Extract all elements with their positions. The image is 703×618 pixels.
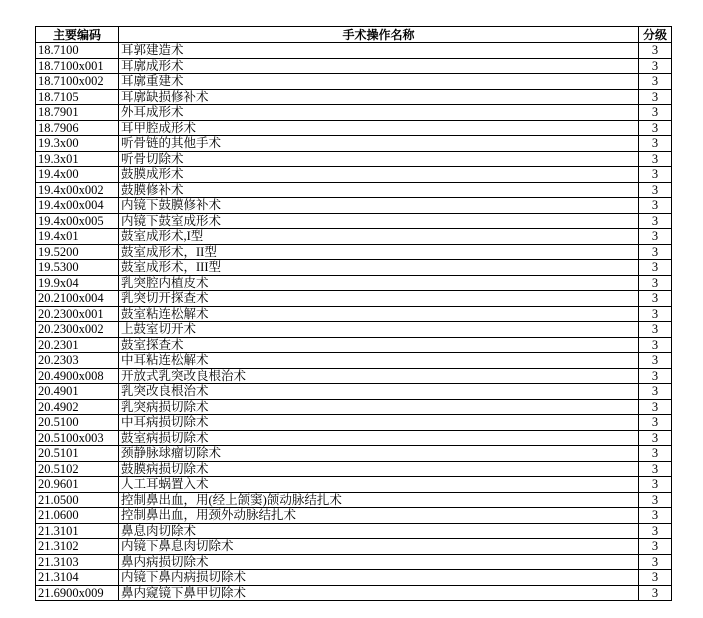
table-row <box>36 120 672 136</box>
code-cell: 20.5100 <box>36 415 119 431</box>
table-row <box>36 508 672 524</box>
grade-cell: 3 <box>639 461 672 477</box>
code-cell: 19.3x00 <box>36 136 119 152</box>
table-row <box>36 430 672 446</box>
grade-cell: 3 <box>639 353 672 369</box>
table-row <box>36 306 672 322</box>
name-cell: 鼻息肉切除术 <box>119 523 639 539</box>
table-row <box>36 322 672 338</box>
grade-cell: 3 <box>639 368 672 384</box>
grade-cell: 3 <box>639 523 672 539</box>
grade-cell: 3 <box>639 508 672 524</box>
grade-cell: 3 <box>639 384 672 400</box>
code-cell: 20.5100x003 <box>36 430 119 446</box>
code-cell: 18.7100x002 <box>36 74 119 90</box>
name-cell: 人工耳蜗置入术 <box>119 477 639 493</box>
header-code: 主要编码 <box>36 27 119 43</box>
name-cell: 内镜下鼻息肉切除术 <box>119 539 639 555</box>
table-row <box>36 291 672 307</box>
grade-cell: 3 <box>639 446 672 462</box>
grade-cell: 3 <box>639 43 672 59</box>
code-cell: 20.5101 <box>36 446 119 462</box>
name-cell: 中耳粘连松解术 <box>119 353 639 369</box>
table-row <box>36 585 672 601</box>
table-row <box>36 446 672 462</box>
grade-cell: 3 <box>639 151 672 167</box>
code-cell: 21.3101 <box>36 523 119 539</box>
table-row <box>36 353 672 369</box>
code-cell: 19.9x04 <box>36 275 119 291</box>
name-cell: 鼓膜修补术 <box>119 182 639 198</box>
table-row <box>36 182 672 198</box>
grade-cell: 3 <box>639 105 672 121</box>
name-cell: 鼓膜病损切除术 <box>119 461 639 477</box>
table-row <box>36 213 672 229</box>
code-cell: 21.6900x009 <box>36 585 119 601</box>
code-cell: 19.5300 <box>36 260 119 276</box>
table-row <box>36 539 672 555</box>
table-row <box>36 415 672 431</box>
grade-cell: 3 <box>639 306 672 322</box>
code-cell: 18.7100x001 <box>36 58 119 74</box>
code-cell: 19.4x01 <box>36 229 119 245</box>
table-row <box>36 151 672 167</box>
table-row <box>36 244 672 260</box>
code-cell: 20.2100x004 <box>36 291 119 307</box>
name-cell: 鼓室探查术 <box>119 337 639 353</box>
code-cell: 19.5200 <box>36 244 119 260</box>
header-grade: 分级 <box>639 27 672 43</box>
grade-cell: 3 <box>639 244 672 260</box>
table-row <box>36 136 672 152</box>
name-cell: 乳突改良根治术 <box>119 384 639 400</box>
name-cell: 外耳成形术 <box>119 105 639 121</box>
grade-cell: 3 <box>639 58 672 74</box>
name-cell: 上鼓室切开术 <box>119 322 639 338</box>
grade-cell: 3 <box>639 182 672 198</box>
grade-cell: 3 <box>639 492 672 508</box>
code-cell: 20.2301 <box>36 337 119 353</box>
code-cell: 20.5102 <box>36 461 119 477</box>
grade-cell: 3 <box>639 275 672 291</box>
name-cell: 鼻内窥镜下鼻甲切除术 <box>119 585 639 601</box>
table-row <box>36 167 672 183</box>
name-cell: 耳郭建造术 <box>119 43 639 59</box>
name-cell: 耳廓缺损修补术 <box>119 89 639 105</box>
code-cell: 20.2300x001 <box>36 306 119 322</box>
grade-cell: 3 <box>639 337 672 353</box>
name-cell: 鼓室病损切除术 <box>119 430 639 446</box>
name-cell: 听骨切除术 <box>119 151 639 167</box>
name-cell: 乳突病损切除术 <box>119 399 639 415</box>
table-row <box>36 492 672 508</box>
table-row <box>36 477 672 493</box>
code-cell: 18.7901 <box>36 105 119 121</box>
code-cell: 20.2300x002 <box>36 322 119 338</box>
name-cell: 鼻内病损切除术 <box>119 554 639 570</box>
grade-cell: 3 <box>639 198 672 214</box>
table-row <box>36 523 672 539</box>
name-cell: 鼓室成形术，III型 <box>119 260 639 276</box>
table-row <box>36 399 672 415</box>
table-row <box>36 89 672 105</box>
grade-cell: 3 <box>639 167 672 183</box>
code-cell: 19.4x00x004 <box>36 198 119 214</box>
surgery-table-sheet <box>35 26 671 601</box>
name-cell: 鼓室粘连松解术 <box>119 306 639 322</box>
table-body <box>36 43 672 601</box>
name-cell: 内镜下鼻内病损切除术 <box>119 570 639 586</box>
code-cell: 21.0500 <box>36 492 119 508</box>
header-name: 手术操作名称 <box>119 27 639 43</box>
code-cell: 18.7105 <box>36 89 119 105</box>
grade-cell: 3 <box>639 136 672 152</box>
table-row <box>36 229 672 245</box>
code-cell: 21.3103 <box>36 554 119 570</box>
name-cell: 内镜下鼓室成形术 <box>119 213 639 229</box>
code-cell: 19.4x00 <box>36 167 119 183</box>
grade-cell: 3 <box>639 229 672 245</box>
code-cell: 20.4900x008 <box>36 368 119 384</box>
table-row <box>36 58 672 74</box>
grade-cell: 3 <box>639 585 672 601</box>
name-cell: 鼓室成形术，II型 <box>119 244 639 260</box>
code-cell: 19.3x01 <box>36 151 119 167</box>
name-cell: 控制鼻出血，用(经上颌窦)颌动脉结扎术 <box>119 492 639 508</box>
code-cell: 20.9601 <box>36 477 119 493</box>
name-cell: 耳廓成形术 <box>119 58 639 74</box>
name-cell: 鼓膜成形术 <box>119 167 639 183</box>
table-row <box>36 368 672 384</box>
grade-cell: 3 <box>639 260 672 276</box>
code-cell: 18.7906 <box>36 120 119 136</box>
grade-cell: 3 <box>639 322 672 338</box>
grade-cell: 3 <box>639 291 672 307</box>
code-cell: 21.3102 <box>36 539 119 555</box>
grade-cell: 3 <box>639 120 672 136</box>
name-cell: 耳甲腔成形术 <box>119 120 639 136</box>
grade-cell: 3 <box>639 570 672 586</box>
name-cell: 乳突切开探查术 <box>119 291 639 307</box>
table-row <box>36 554 672 570</box>
name-cell: 内镜下鼓膜修补术 <box>119 198 639 214</box>
table-row <box>36 570 672 586</box>
surgery-table <box>35 26 672 601</box>
name-cell: 开放式乳突改良根治术 <box>119 368 639 384</box>
table-row <box>36 461 672 477</box>
code-cell: 21.3104 <box>36 570 119 586</box>
grade-cell: 3 <box>639 213 672 229</box>
table-row <box>36 260 672 276</box>
code-cell: 20.4902 <box>36 399 119 415</box>
name-cell: 颈静脉球瘤切除术 <box>119 446 639 462</box>
name-cell: 耳廓重建术 <box>119 74 639 90</box>
code-cell: 20.4901 <box>36 384 119 400</box>
name-cell: 中耳病损切除术 <box>119 415 639 431</box>
table-row <box>36 198 672 214</box>
name-cell: 鼓室成形术,I型 <box>119 229 639 245</box>
table-row <box>36 105 672 121</box>
name-cell: 听骨链的其他手术 <box>119 136 639 152</box>
table-row <box>36 74 672 90</box>
table-row <box>36 43 672 59</box>
name-cell: 乳突腔内植皮术 <box>119 275 639 291</box>
table-row <box>36 384 672 400</box>
code-cell: 21.0600 <box>36 508 119 524</box>
code-cell: 20.2303 <box>36 353 119 369</box>
code-cell: 19.4x00x005 <box>36 213 119 229</box>
grade-cell: 3 <box>639 89 672 105</box>
grade-cell: 3 <box>639 430 672 446</box>
code-cell: 18.7100 <box>36 43 119 59</box>
grade-cell: 3 <box>639 399 672 415</box>
name-cell: 控制鼻出血，用颈外动脉结扎术 <box>119 508 639 524</box>
header-row <box>36 27 672 43</box>
grade-cell: 3 <box>639 415 672 431</box>
grade-cell: 3 <box>639 477 672 493</box>
table-row <box>36 275 672 291</box>
grade-cell: 3 <box>639 539 672 555</box>
grade-cell: 3 <box>639 554 672 570</box>
code-cell: 19.4x00x002 <box>36 182 119 198</box>
grade-cell: 3 <box>639 74 672 90</box>
table-row <box>36 337 672 353</box>
